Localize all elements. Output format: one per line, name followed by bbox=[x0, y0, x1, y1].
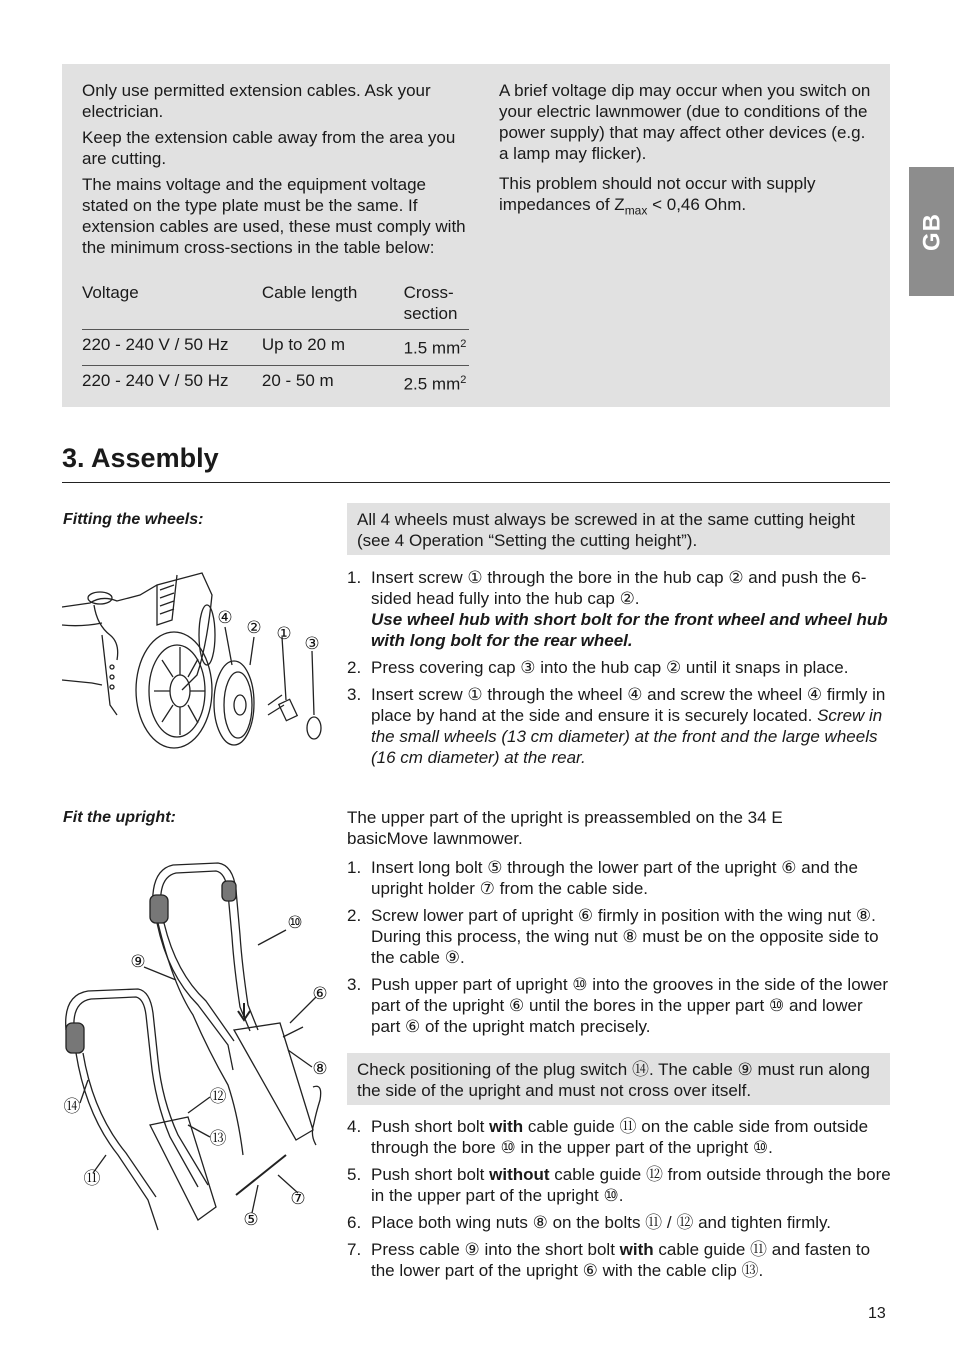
heading-rule bbox=[62, 482, 890, 483]
step-emphasis: Use wheel hub with short bolt for the front wheel and wheel hub with long bolt for the rear wheel. bbox=[371, 610, 888, 650]
step-bold: with bbox=[619, 1240, 654, 1259]
figure-label: ⑫ bbox=[209, 1087, 227, 1107]
step-text: Push short bolt bbox=[371, 1117, 490, 1136]
section-heading: 3. Assembly bbox=[62, 443, 219, 473]
wheels-steps bbox=[347, 567, 892, 774]
cable-table bbox=[82, 282, 469, 400]
figure-label: ④ bbox=[217, 608, 233, 628]
subscript: max bbox=[624, 203, 648, 218]
step-text: Place both wing nuts ⑧ on the bolts ⑪ / ⑫ and tighten firmly. bbox=[371, 1213, 831, 1232]
table-row bbox=[82, 365, 469, 400]
table-cell bbox=[404, 365, 469, 400]
info-left-column bbox=[82, 80, 472, 263]
step-number: 1. bbox=[347, 568, 362, 587]
impedance-value: < 0,46 Ohm. bbox=[647, 195, 747, 214]
step-number: 6. bbox=[347, 1213, 362, 1232]
upright-assembly-illustration bbox=[58, 855, 343, 1240]
table-header: Cross-section bbox=[403, 283, 458, 323]
figure-label: ⑧ bbox=[312, 1059, 328, 1079]
figure-label: ② bbox=[246, 618, 262, 638]
info-paragraph: Keep the extension cable away from the area you are cutting. bbox=[82, 128, 456, 168]
step-italic: Screw in the small wheels (13 cm diameter) at the front and the large wheels (16 cm diameter) at the rear. bbox=[371, 706, 883, 767]
figure-label: ⑪ bbox=[83, 1169, 101, 1189]
info-paragraph: The mains voltage and the equipment voltage stated on the type plate must be the same. If extension cables are used, these must comply with the minimum cross-sections in the table below: bbox=[82, 175, 466, 257]
figure-label: ⑨ bbox=[130, 952, 146, 972]
step-number: 4. bbox=[347, 1117, 362, 1136]
table-header: Voltage bbox=[82, 283, 139, 302]
step-bold: without bbox=[489, 1165, 550, 1184]
upright-intro: The upper part of the upright is preassembled on the 34 E basicMove lawnmower. bbox=[347, 808, 783, 848]
language-tab bbox=[909, 167, 954, 296]
list-item bbox=[347, 657, 892, 678]
figure-label: ① bbox=[276, 624, 292, 644]
cell-text: 1.5 mm bbox=[403, 338, 461, 358]
info-paragraph bbox=[499, 173, 879, 221]
info-paragraph: A brief voltage dip may occur when you switch on your electric lawnmower (due to conditions of the power supply) that may affect other devices (e.g. a lamp may flicker). bbox=[499, 81, 871, 163]
step-number: 7. bbox=[347, 1240, 362, 1259]
info-right-column bbox=[499, 80, 879, 230]
list-item bbox=[347, 1116, 892, 1158]
figure-label: ⑬ bbox=[209, 1129, 227, 1149]
table-header-row bbox=[82, 282, 469, 330]
list-item bbox=[347, 974, 892, 1037]
table-cell: Up to 20 m bbox=[262, 330, 404, 366]
figure-label: ⑩ bbox=[287, 913, 303, 933]
table-cell: 220 - 240 V / 50 Hz bbox=[82, 365, 262, 400]
step-text: cable guide ⑪ and fasten to the lower part of the upright ⑥ with the cable clip ⑬. bbox=[371, 1240, 871, 1280]
table-row bbox=[82, 330, 469, 366]
list-item bbox=[347, 684, 892, 768]
step-number: 3. bbox=[347, 685, 362, 704]
superscript: 2 bbox=[460, 373, 467, 386]
language-tab-label: GB bbox=[918, 212, 945, 251]
step-text: Push upper part of upright ⑩ into the grooves in the side of the lower part of the upright ⑥ until the bores in the upper part ⑩ and lower part ⑥ of the upright match precisely. bbox=[371, 975, 889, 1036]
figure-label: ③ bbox=[304, 634, 320, 654]
list-item bbox=[347, 905, 892, 968]
impedance-text: This problem should not occur with supply impedances of Z bbox=[499, 174, 816, 214]
upright-subheading: Fit the upright: bbox=[63, 809, 176, 826]
wheels-subheading: Fitting the wheels: bbox=[63, 511, 204, 528]
step-bold: with bbox=[489, 1117, 524, 1136]
list-item bbox=[347, 857, 892, 899]
step-text: Insert screw ① through the bore in the hub cap ② and push the 6-sided head fully into the hub cap ②. bbox=[371, 568, 867, 608]
upright-steps-a bbox=[347, 857, 892, 1043]
table-cell: 220 - 240 V / 50 Hz bbox=[82, 330, 262, 366]
figure-label: ⑦ bbox=[290, 1189, 306, 1209]
superscript: 2 bbox=[460, 338, 467, 350]
upright-note: Check positioning of the plug switch ⑭. The cable ⑨ must run along the side of the upright and must not cross over itself. bbox=[347, 1053, 890, 1105]
step-number: 2. bbox=[347, 658, 362, 677]
table-header: Cable length bbox=[261, 283, 358, 302]
list-item bbox=[347, 1212, 892, 1233]
step-number: 2. bbox=[347, 906, 362, 925]
step-text: Insert long bolt ⑤ through the lower part of the upright ⑥ and the upright holder ⑦ from the cable side. bbox=[371, 858, 858, 898]
step-number: 1. bbox=[347, 858, 362, 877]
figure-label: ⑤ bbox=[243, 1210, 259, 1230]
step-text: cable guide ⑫ from outside through the bore in the upper part of the upright ⑩. bbox=[371, 1165, 891, 1205]
step-text: Insert screw ① through the wheel ④ and screw the wheel ④ firmly in place by hand at the side and ensure it is securely located. bbox=[371, 685, 886, 725]
step-text: cable guide ⑪ on the cable side from outside through the bore ⑩ in the upper part of the upright ⑩. bbox=[371, 1117, 869, 1157]
wheels-note: All 4 wheels must always be screwed in at the same cutting height (see 4 Operation “Setting the cutting height”). bbox=[347, 503, 890, 555]
wheel-assembly-illustration bbox=[62, 565, 332, 755]
cell-text: 2.5 mm bbox=[403, 374, 461, 394]
table-cell bbox=[404, 330, 469, 366]
step-text: Press cable ⑨ into the short bolt bbox=[371, 1240, 620, 1259]
step-text: Screw lower part of upright ⑥ firmly in position with the wing nut ⑧. During this process, the wing nut ⑧ must be on the opposite side to the cable ⑨. bbox=[371, 906, 879, 967]
figure-label: ⑥ bbox=[312, 984, 328, 1004]
list-item bbox=[347, 1164, 892, 1206]
page-number: 13 bbox=[868, 1305, 886, 1322]
list-item bbox=[347, 567, 892, 651]
step-text: Push short bolt bbox=[371, 1165, 490, 1184]
info-paragraph: Only use permitted extension cables. Ask your electrician. bbox=[82, 81, 431, 121]
list-item bbox=[347, 1239, 892, 1281]
step-number: 5. bbox=[347, 1165, 362, 1184]
upright-steps-b bbox=[347, 1116, 892, 1287]
step-number: 3. bbox=[347, 975, 362, 994]
figure-label: ⑭ bbox=[63, 1097, 81, 1117]
table-cell: 20 - 50 m bbox=[262, 365, 404, 400]
step-text: Press covering cap ③ into the hub cap ② until it snaps in place. bbox=[371, 658, 849, 677]
